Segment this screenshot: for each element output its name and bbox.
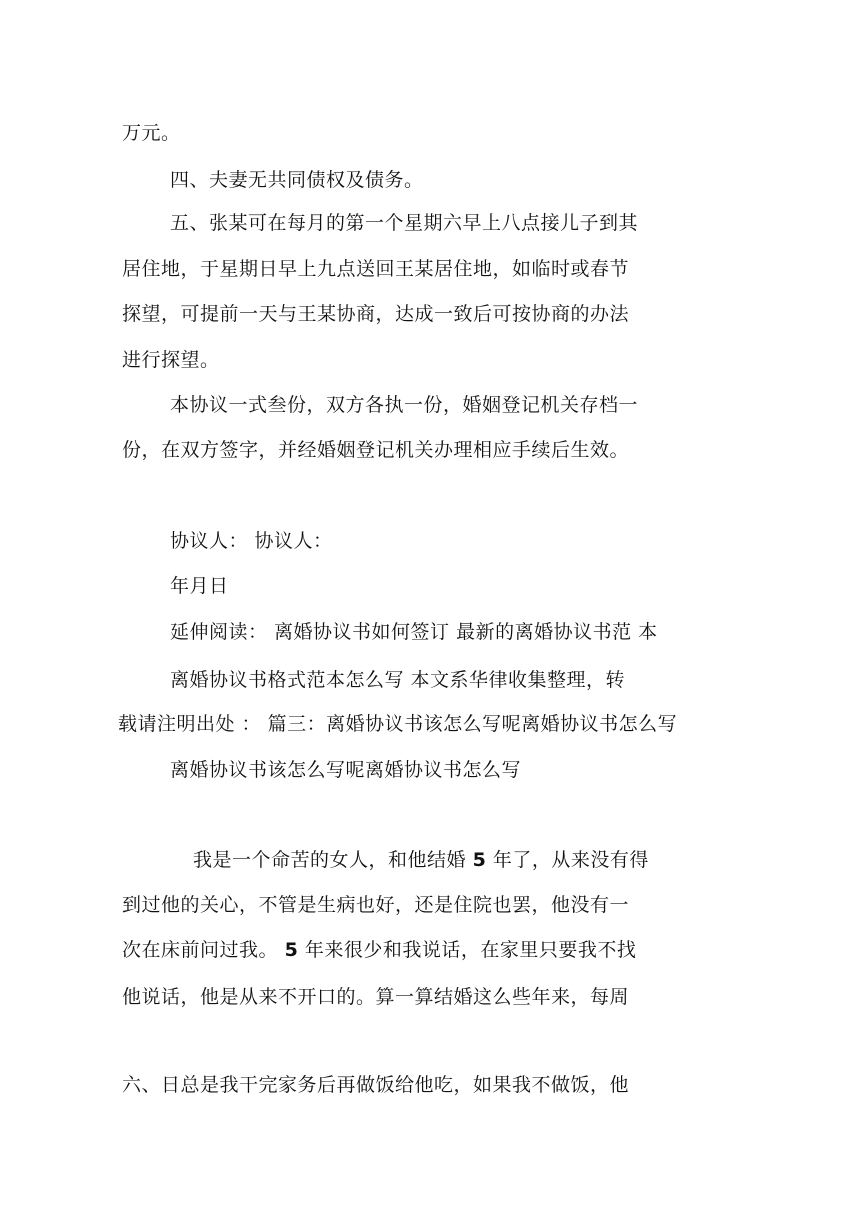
text-line: 离婚协议书格式范本怎么写 本文系华律收集整理，转 [170, 669, 626, 691]
text-line: 五、张某可在每月的第一个星期六早上八点接儿子到其 [170, 212, 639, 234]
story-text: 年了，从来没有得 [492, 849, 649, 871]
story-number: 5 [284, 939, 299, 961]
story-line: 六、日总是我干完家务后再做饭给他吃，如果我不做饭，他 [122, 1074, 630, 1096]
text-line: 延伸阅读： 离婚协议书如何签订 最新的离婚协议书范 本 [170, 621, 658, 643]
text-line: 本协议一式叁份，双方各执一份，婚姻登记机关存档一 [170, 394, 639, 416]
story-text: 次在床前问过我。 [122, 939, 279, 961]
signature-line: 协议人： 协议人： [170, 530, 333, 552]
date-line: 年月日 [170, 575, 229, 597]
story-line: 到过他的关心，不管是生病也好，还是住院也罢，他没有一 [122, 894, 630, 916]
text-line: 份，在双方签字，并经婚姻登记机关办理相应手续后生效。 [122, 439, 630, 461]
story-text: 年来很少和我说话，在家里只要我不找 [304, 939, 637, 961]
story-line [193, 848, 649, 872]
text-line: 离婚协议书该怎么写呢离婚协议书怎么写 [170, 759, 522, 781]
text-line: 载请注明出处 ： 篇三：离婚协议书该怎么写呢离婚协议书怎么写 [118, 713, 678, 735]
text-line: 四、夫妻无共同债权及债务。 [170, 169, 424, 191]
text-line: 探望，可提前一天与王某协商，达成一致后可按协商的办法 [122, 303, 630, 325]
story-line [122, 938, 636, 962]
text-line: 万元。 [122, 122, 181, 144]
text-line: 居住地，于星期日早上九点送回王某居住地，如临时或春节 [122, 258, 630, 280]
story-text: 我是一个命苦的女人，和他结婚 [193, 849, 467, 871]
story-number: 5 [472, 849, 487, 871]
story-line: 他说话，他是从来不开口的。算一算结婚这么些年来，每周 [122, 986, 630, 1008]
text-line: 进行探望。 [122, 349, 220, 371]
